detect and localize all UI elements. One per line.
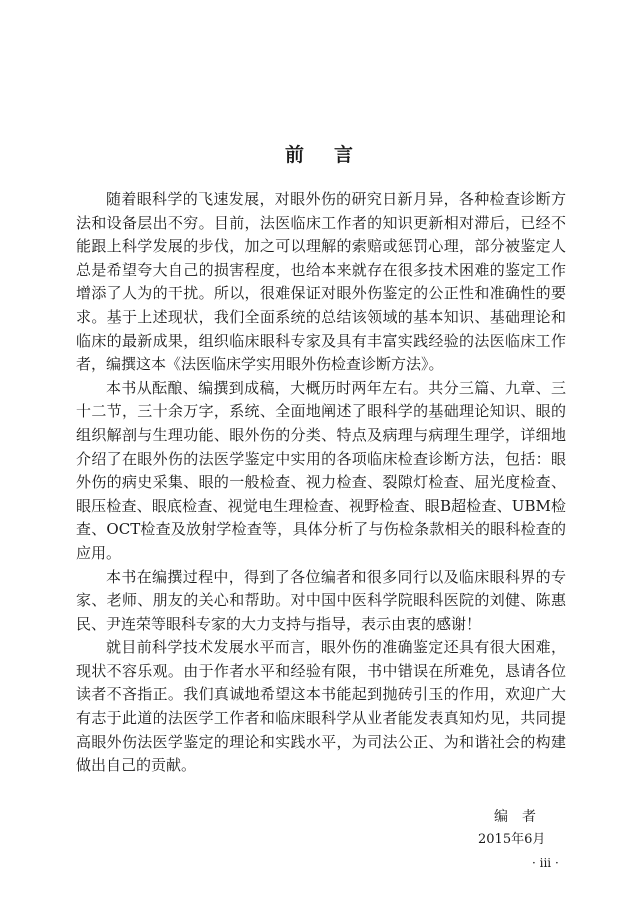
paragraph: 本书在编撰过程中，得到了各位编者和很多同行以及临床眼科界的专家、老师、朋友的关心和帮助。对中国中医科学院眼科医院的刘健、陈惠民、尹连荣等眼科专家的大力支持与指导，表示由衷的感谢！: [76, 567, 566, 633]
paragraph: 本书从酝酿、编撰到成稿，大概历时两年左右。共分三篇、九章、三十二节，三十余万字，系统、全面地阐述了眼科学的基础理论知识、眼的组织解剖与生理功能、眼外伤的分类、特点及病理与病理生理学，详细地介绍了在眼外伤的法医学鉴定中实用的各项临床检查诊断方法，包括：眼外伤的病史采集、眼的一般检查、视力检查、裂隙灯检查、屈光度检查、眼压检查、眼底检查、视觉电生理检查、视野检查、眼B超检查、UBM检查、OCT检查及放射学检查等，具体分析了与伤检条款相关的眼科检查的应用。: [76, 378, 566, 562]
paragraph: 就目前科学技术发展水平而言，眼外伤的准确鉴定还具有很大困难，现状不容乐观。由于作者水平和经验有限，书中错误在所难免，恳请各位读者不吝指正。我们真诚地希望这本书能起到抛砖引玉的作用，欢迎广大有志于此道的法医学工作者和临床眼科学从业者能发表真知灼见，共同提高眼外伤法医学鉴定的理论和实践水平，为司法公正、为和谐社会的构建做出自己的贡献。: [76, 638, 566, 775]
page-title: 前言: [284, 144, 383, 166]
signature-author: 编者: [494, 809, 550, 825]
signature-date: 2015年6月: [478, 832, 546, 847]
preface-body: [76, 188, 566, 778]
paragraph: 随着眼科学的飞速发展，对眼外伤的研究日新月异，各种检查诊断方法和设备层出不穷。目前，法医临床工作者的知识更新相对滞后，已经不能跟上科学发展的步伐，加之可以理解的索赔或惩罚心理，部分被鉴定人总是希望夸大自己的损害程度，也给本来就存在很多技术困难的鉴定工作增添了人为的干扰。所以，很难保证对眼外伤鉴定的公正性和准确性的要求。基于上述现状，我们全面系统的总结该领域的基本知识、基础理论和临床的最新成果，组织临床眼科专家及具有丰富实践经验的法医临床工作者，编撰这本《法医临床学实用眼外伤检查诊断方法》。: [76, 190, 566, 374]
page-number: · iii ·: [532, 856, 559, 870]
